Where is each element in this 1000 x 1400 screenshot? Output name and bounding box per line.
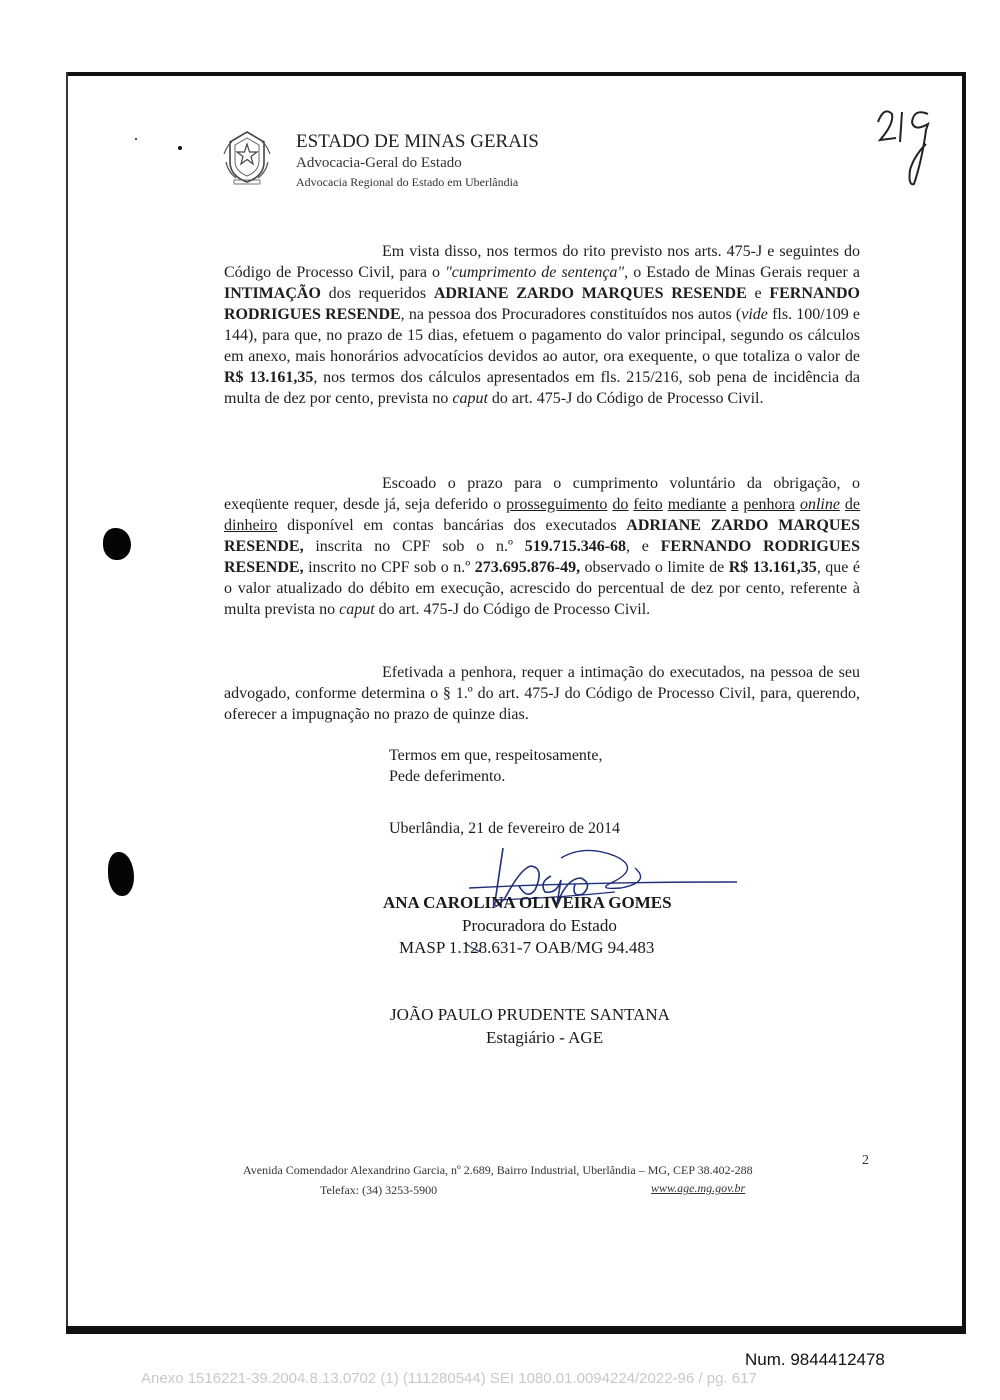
text-run: Em vista disso, nos termos do rito previsto nos arts. 475-J e seguintes do Código de Processo Civil, para o [224,243,860,281]
text-run: feito [633,496,663,513]
text-run: "cumprimento de sentença" [445,264,625,281]
text-run: caput [339,601,375,618]
paragraph-notification-request [224,662,860,725]
text-run: , e [626,538,661,555]
text-run: do [612,496,629,513]
text-run: dinheiro [224,517,278,534]
header-org-name: Advocacia-Geral do Estado [296,155,462,171]
text-run: Escoado o prazo para o cumprimento voluntário da obrigação, o exeqüente requer, desde já, seja deferido o [224,475,860,513]
closing-line: Termos em que, respeitosamente, [389,747,603,764]
text-run: 519.715.346-68 [524,538,627,555]
intern-name: JOÃO PAULO PRUDENTE SANTANA [390,1005,670,1024]
text-run: vide [741,306,768,323]
punch-hole-bottom [108,852,134,896]
footer-website-link[interactable]: www.age.mg.gov.br [651,1181,746,1195]
text-run: inscrita no CPF sob o n.º [303,538,525,555]
document-number-stamp: Num. 9844412478 [745,1350,885,1369]
text-run: FERNANDO RODRIGUES RESENDE [224,285,860,323]
place-and-date: Uberlândia, 21 de fevereiro de 2014 [389,820,621,837]
signatory-registration: MASP 1.128.631-7 OAB/MG 94.483 [399,938,655,957]
text-run: online [799,496,840,513]
text-run: INTIMAÇÃO [224,285,321,302]
footer-address: Avenida Comendador Alexandrino Garcia, nº 2.689, Bairro Industrial, Uberlândia – MG, CEP 38.402-288 [243,1163,753,1177]
signatory-name: ANA CAROLINA OLIVEIRA GOMES [383,893,672,912]
text-run: ADRIANE ZARDO MARQUES RESENDE [433,285,747,302]
text-run: inscrito no CPF sob o n.º [303,559,475,576]
text-run: observado o limite de [580,559,729,576]
text-run: Efetivada a penhora, requer a intimação do executados, na pessoa de seu advogado, conforme determina o § 1.º do art. 475-J do Código de Processo Civil, para, querendo, oferecer a impugnação no prazo de quinze dias. [224,664,860,723]
text-run: R$ 13.161,35 [224,369,314,386]
intern-role: Estagiário - AGE [486,1028,604,1047]
text-run: disponível em contas bancárias dos executados [277,517,627,534]
text-run: de [844,496,861,513]
text-run: e [746,285,770,302]
header-state-title: ESTADO DE MINAS GERAIS [296,131,539,152]
text-run: do art. 475-J do Código de Processo Civil. [374,601,651,618]
text-run: dos requeridos [320,285,434,302]
text-run: penhora [743,496,795,513]
scan-speck [178,146,182,150]
scan-border-top [66,72,966,76]
text-run: R$ 13.161,35 [728,559,817,576]
text-run: a [731,496,739,513]
scan-border-right [962,72,966,1334]
scan-border-bottom [66,1326,966,1334]
punch-hole-top [103,528,131,560]
header-regional-office: Advocacia Regional do Estado em Uberlândia [296,175,519,189]
text-run: fls. 100/109 e 144), para que, no prazo de 15 dias, efetuem o pagamento do valor principal, segundo os cálculos em anexo, mais honorários advocatícios devidos ao autor, ora exequente, o que totaliza o valor de [224,306,860,365]
paragraph-seizure-request [224,473,860,620]
state-coat-of-arms-icon [220,128,274,186]
handwritten-folio-number [870,100,940,190]
text-run: , na pessoa dos Procuradores constituídos nos autos ( [400,306,742,323]
text-run: , o Estado de Minas Gerais requer a [624,264,861,281]
scan-border-left [66,72,68,1334]
paragraph-enforcement-request [224,241,860,409]
footer-phone: Telefax: (34) 3253-5900 [320,1183,438,1197]
text-run: do art. 475-J do Código de Processo Civil. [487,390,764,407]
text-run: , que é o valor atualizado do débito em execução, acrescido do percentual de dez por cento, referente à multa prevista no [224,559,861,618]
annex-reference-watermark: Anexo 1516221-39.2004.8.13.0702 (1) (111280544) SEI 1080.01.0094224/2022-96 / pg. 617 [141,1370,757,1387]
signatory-role: Procuradora do Estado [462,916,617,935]
closing-request: Pede deferimento. [389,768,506,785]
scan-speck [135,138,137,140]
text-run: FERNANDO RODRIGUES RESENDE, [224,538,860,576]
text-run: mediante [667,496,727,513]
page-number: 2 [862,1153,869,1168]
text-run: ADRIANE ZARDO MARQUES RESENDE, [224,517,861,555]
text-run: caput [452,390,488,407]
text-run: prosseguimento [506,496,608,513]
text-run: 273.695.876-49, [474,559,581,576]
text-run: , nos termos dos cálculos apresentados em fls. 215/216, sob pena de incidência da multa de dez por cento, prevista no [224,369,860,407]
